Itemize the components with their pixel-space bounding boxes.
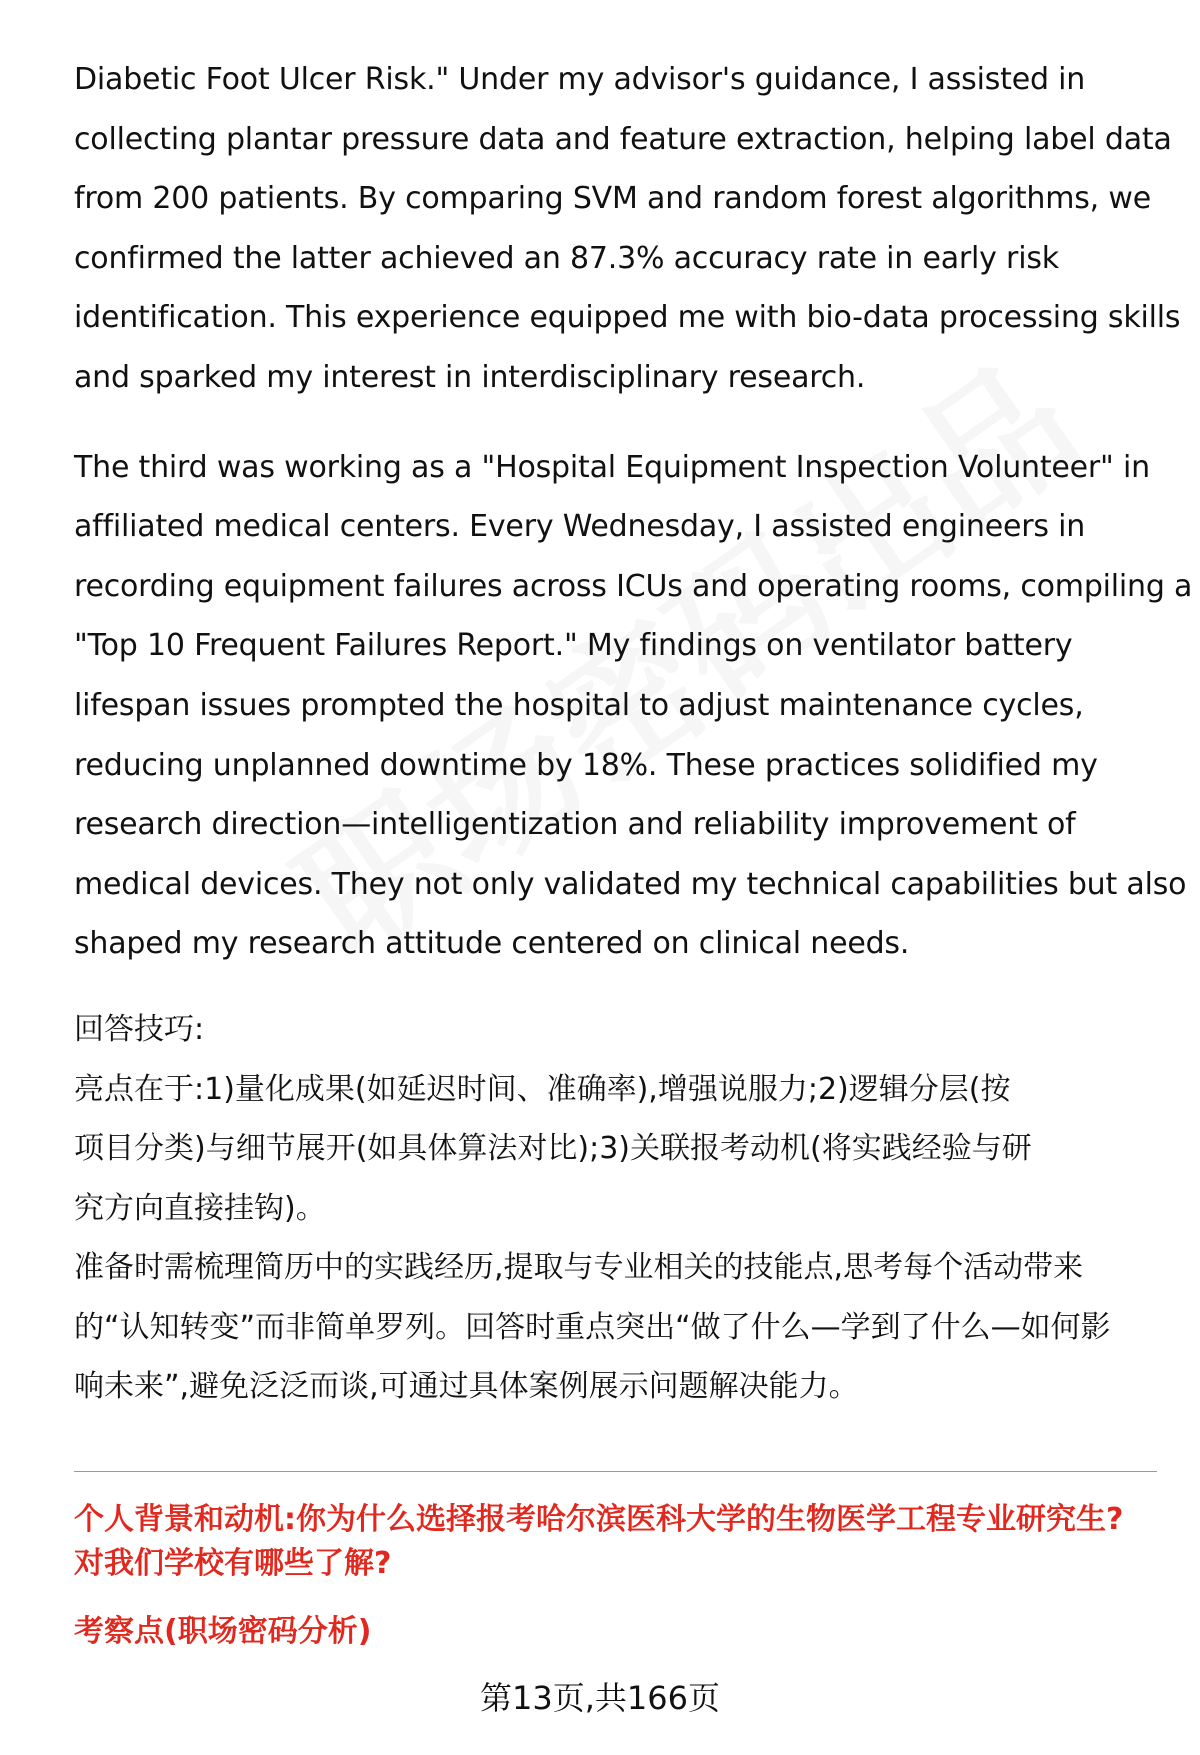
page-number: 第13页,共166页 — [480, 1679, 720, 1717]
text-line: and sparked my interest in interdisciplinary research. — [74, 359, 866, 395]
document-body — [74, 50, 1193, 1417]
text-line: 的“认知转变”而非简单罗列。回答时重点突出“做了什么—学到了什么—如何影 — [74, 1309, 1111, 1345]
text-line: Diabetic Foot Ulcer Risk." Under my advisor's guidance, I assisted in — [74, 62, 1086, 97]
text-line: research direction—intelligentization and reliability improvement of — [74, 807, 1076, 843]
assessment-point-heading: 考察点(职场密码分析) — [74, 1614, 372, 1649]
tips-preparation — [74, 1238, 1154, 1417]
text-line: lifespan issues prompted the hospital to adjust maintenance cycles, — [74, 687, 1084, 723]
text-line: identification. This experience equipped me with bio-data processing skills — [74, 300, 1181, 336]
text-line: shaped my research attitude centered on clinical needs. — [74, 926, 910, 962]
text-line: "Top 10 Frequent Failures Report." My findings on ventilator battery — [74, 628, 1073, 664]
text-line: 项目分类)与细节展开(如具体算法对比);3)关联报考动机(将实践经验与研 — [74, 1131, 1032, 1167]
text-line: 响未来”,避免泛泛而谈,可通过具体案例展示问题解决能力。 — [74, 1369, 859, 1405]
tips-highlights — [74, 1060, 1154, 1239]
text-line: 究方向直接挂钩)。 — [74, 1190, 326, 1226]
text-line: from 200 patients. By comparing SVM and random forest algorithms, we — [74, 181, 1151, 217]
text-line: 准备时需梳理简历中的实践经历,提取与专业相关的技能点,思考每个活动带来 — [74, 1250, 1084, 1286]
section-divider — [74, 1471, 1157, 1472]
text-line: recording equipment failures across ICUs and operating rooms, compiling a — [74, 568, 1193, 604]
tips-heading: 回答技巧: — [74, 1011, 205, 1047]
question-line: 对我们学校有哪些了解? — [74, 1546, 392, 1581]
text-line: affiliated medical centers. Every Wednesday, I assisted engineers in — [74, 509, 1086, 545]
question-line: 个人背景和动机:你为什么选择报考哈尔滨医科大学的生物医学工程专业研究生? — [74, 1502, 1124, 1537]
text-line: confirmed the latter achieved an 87.3% accuracy rate in early risk — [74, 240, 1059, 276]
text-line: The third was working as a "Hospital Equipment Inspection Volunteer" in — [74, 449, 1150, 485]
interview-question — [74, 1498, 1164, 1586]
text-line: medical devices. They not only validated my technical capabilities but also — [74, 866, 1187, 902]
text-line: 亮点在于:1)量化成果(如延迟时间、准确率),增强说服力;2)逻辑分层(按 — [74, 1071, 1011, 1107]
text-line: collecting plantar pressure data and feature extraction, helping label data — [74, 121, 1172, 157]
text-line: reducing unplanned downtime by 18%. These practices solidified my — [74, 747, 1098, 783]
paragraph-volunteer-experience — [74, 438, 1193, 974]
paragraph-research-project — [74, 50, 1181, 408]
